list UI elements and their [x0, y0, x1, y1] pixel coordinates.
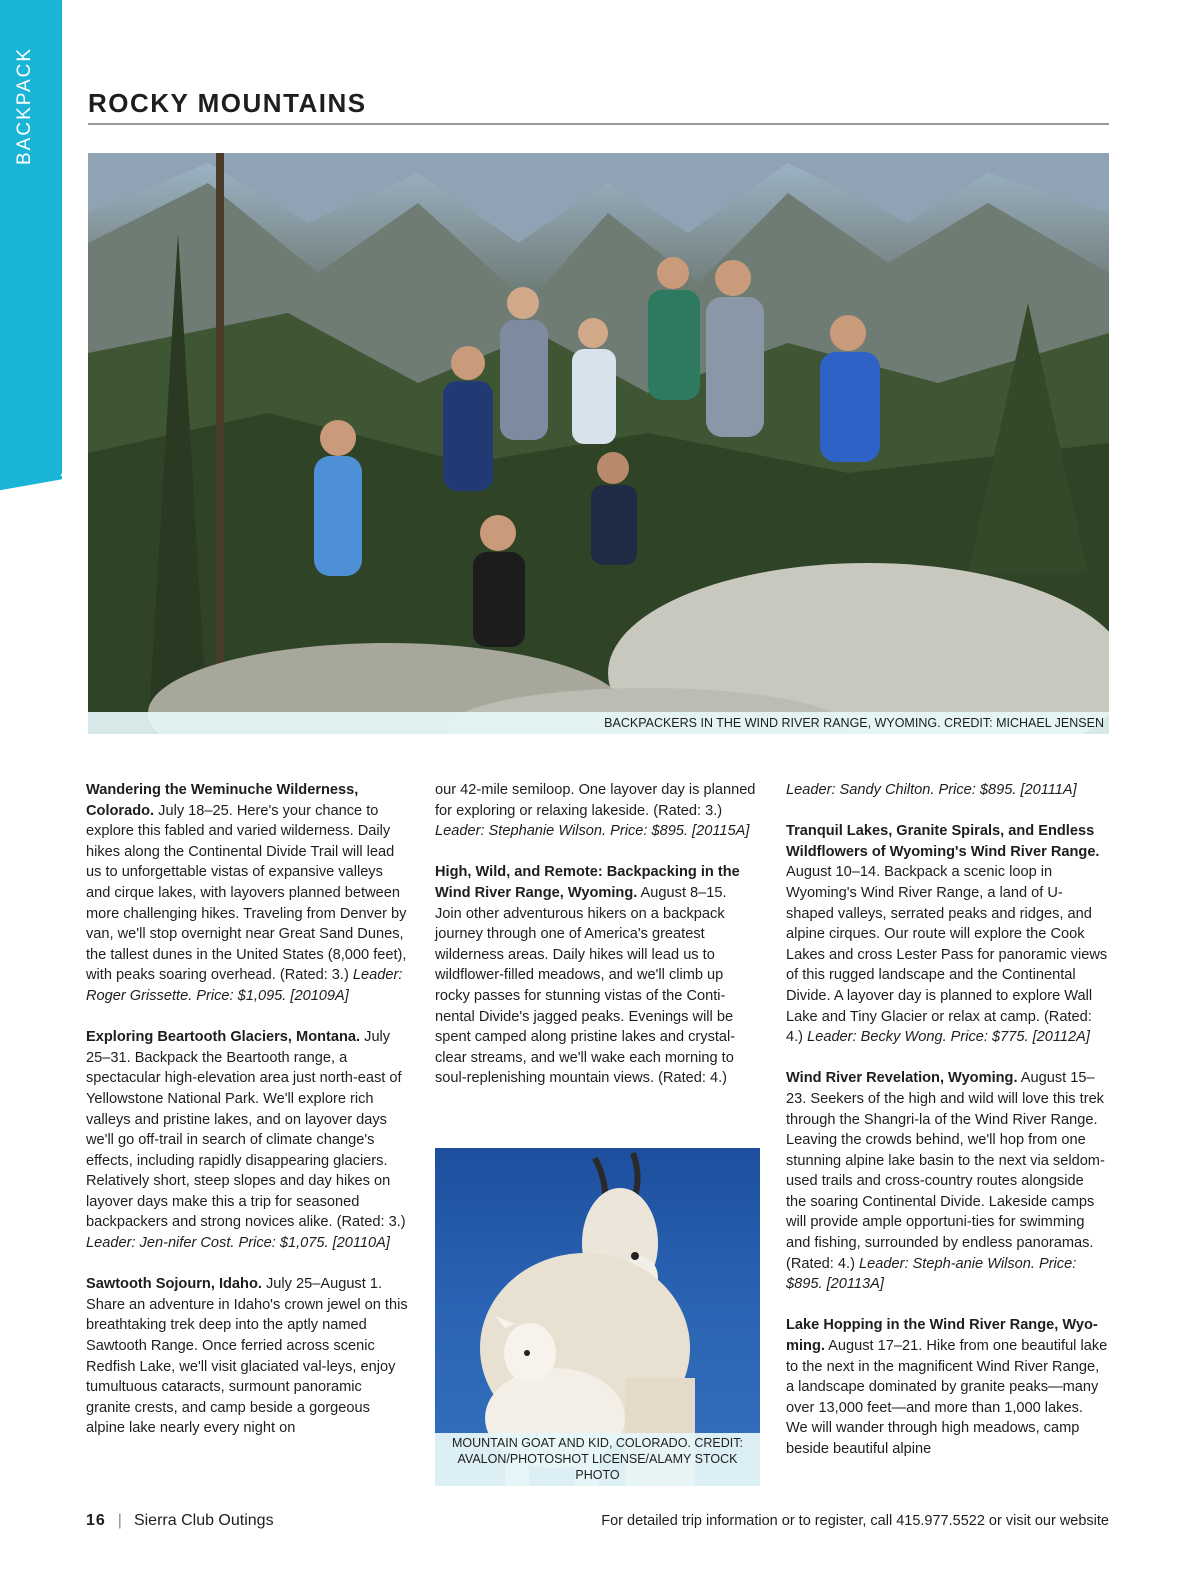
page-title: ROCKY MOUNTAINS [88, 88, 367, 118]
trip-leader-price: Leader: Becky Wong. Price: $775. [20112A] [807, 1029, 1090, 1046]
hero-photo [88, 153, 1109, 734]
trip-listing [86, 1274, 408, 1439]
trip-title: Wandering the Weminuche Wilderness, Colorado. [86, 782, 359, 819]
trip-listing [435, 862, 757, 1089]
footer-separator: | [117, 1512, 122, 1529]
trip-title: Sawtooth Sojourn, Idaho. [86, 1276, 262, 1293]
hero-photo-illustration [88, 153, 1109, 734]
trip-listing-continued [435, 780, 757, 842]
trip-listing [786, 821, 1108, 1048]
trip-title: Lake Hopping in the Wind River Range, Wyo-ming. [786, 1317, 1098, 1355]
trip-title: Exploring Beartooth Glaciers, Montana. [86, 1029, 361, 1046]
trip-description: our 42-mile semiloop. One layover day is planned for exploring or relaxing lakeside. (Rated: 3.) [435, 782, 756, 819]
trip-listing [786, 1068, 1108, 1295]
trip-listing [86, 780, 408, 1007]
footer-contact: For detailed trip information or to register, call 415.977.5522 or visit our website [601, 1513, 1109, 1529]
trip-leader-price: Leader: Steph-anie Wilson. Price: $895. [20113A] [786, 1255, 1077, 1293]
trip-description: July 18–25. Here's your chance to explore this fabled and varied wilderness. Daily hikes along the Continental Divide Trail will lead us to unforgettable vistas of expansive valleys and cirque lakes, with layovers planned between more challenging hikes. Traveling from Denver by van, we'll stop overnight near Great Sand Dunes, the tallest dunes in the United States (8,000 feet), with peaks soaring overhead. (Rated: 3.) [86, 802, 407, 984]
trip-leader-price: Leader: Jen-nifer Cost. Price: $1,075. [20110A] [86, 1235, 390, 1252]
text-column-3 [786, 780, 1108, 1480]
trip-leader-price: Leader: Roger Grissette. Price: $1,095. [20109A] [86, 967, 403, 1004]
goat-photo [435, 1148, 760, 1486]
title-divider [88, 123, 1109, 125]
trip-description: August 17–21. Hike from one beautiful lake to the next in the magnificent Wind River Range, a landscape dominated by granite peaks—many over 13,000 feet—and more than 1,000 lakes. We will wander through high meadows, camp beside beautiful alpine [786, 1338, 1108, 1457]
trip-description: August 10–14. Backpack a scenic loop in Wyoming's Wind River Range, a land of U-shaped valleys, serrated peaks and ridges, and alpine cirques. Our route will explore the Cook Lakes and cross Lester Pass for panoramic views of this rugged landscape and the Continental Divide. A layover day is planned to explore Wall Lake and Tiny Glacier or relax at camp. (Rated: 4.) [786, 864, 1108, 1046]
footer-publication [86, 1512, 274, 1530]
goat-photo-caption [435, 1433, 760, 1486]
text-column-1 [86, 780, 408, 1460]
trip-leader-price: Leader: Sandy Chilton. Price: $895. [20111A] [786, 782, 1077, 798]
page-number: 16 [86, 1512, 106, 1529]
trip-leader-price: Leader: Stephanie Wilson. Price: $895. [20115A] [435, 823, 750, 840]
trip-description: July 25–August 1. Share an adventure in Idaho's crown jewel on this breathtaking trek deep into the aptly named Sawtooth Range. Once ferried across scenic Redfish Lake, we'll visit glaciated val-leys, enjoy tumultuous cataracts, surmount panoramic granite crests, and camp beside a gorgeous alpine lake nearly every night on [86, 1276, 408, 1437]
goat-caption-line-1: MOUNTAIN GOAT AND KID, COLORADO. CREDIT: [451, 1436, 743, 1450]
trip-description: August 8–15. Join other adventurous hikers on a backpack journey through one of America's greatest wilderness areas. Daily hikes will lead us to wildflower-filled meadows, and we'll climb up rocky passes for stunning vistas of the Conti-nental Divide's jagged peaks. Evenings will be spent camped along pristine lakes and crystal-clear streams, and we'll wake each morning to soul-replenishing mountain views. (Rated: 4.) [435, 884, 736, 1087]
section-tab-label: BACKPACK [14, 46, 35, 165]
trip-listing [786, 1315, 1108, 1459]
trip-title: High, Wild, and Remote: Backpacking in the Wind River Range, Wyoming. [435, 864, 740, 901]
trip-description: August 15–23. Seekers of the high and wild will love this trek through the Shangri-la of the Wind River Range. Leaving the crowds behind, we'll hop from one stunning alpine lake basin to the next via seldom-used trails and cross-country routes alongside the soaring Continental Divide. Lakeside camps will provide ample opportuni-ties for swimming and fishing, surrounded by endless panoramas. (Rated: 4.) [786, 1070, 1105, 1272]
trip-title: Wind River Revelation, Wyoming. [786, 1070, 1018, 1087]
section-tab-notch [0, 476, 62, 496]
trip-title: Tranquil Lakes, Granite Spirals, and Endless Wildflowers of Wyoming's Wind River Range. [786, 823, 1100, 860]
section-tab [0, 0, 62, 478]
trip-listing [86, 1027, 408, 1254]
publication-name: Sierra Club Outings [133, 1512, 274, 1529]
trip-listing-continued [786, 780, 1108, 801]
hero-photo-caption: BACKPACKERS IN THE WIND RIVER RANGE, WYOMING. CREDIT: MICHAEL JENSEN [88, 712, 1109, 734]
goat-caption-line-2: AVALON/PHOTOSHOT LICENSE/ALAMY STOCK PHOTO [457, 1452, 738, 1482]
trip-description: July 25–31. Backpack the Beartooth range, a spectacular high-elevation area just north-east of Yellowstone National Park. We'll explore rich valleys and pristine lakes, and on layover days we'll go off-trail in search of climate change's effects, including rapidly disappearing glaciers. Relatively short, steep slopes and day hikes on layover days make this a trip for seasoned backpackers and strong novices alike. (Rated: 3.) [86, 1029, 406, 1231]
text-column-2 [435, 780, 757, 1110]
